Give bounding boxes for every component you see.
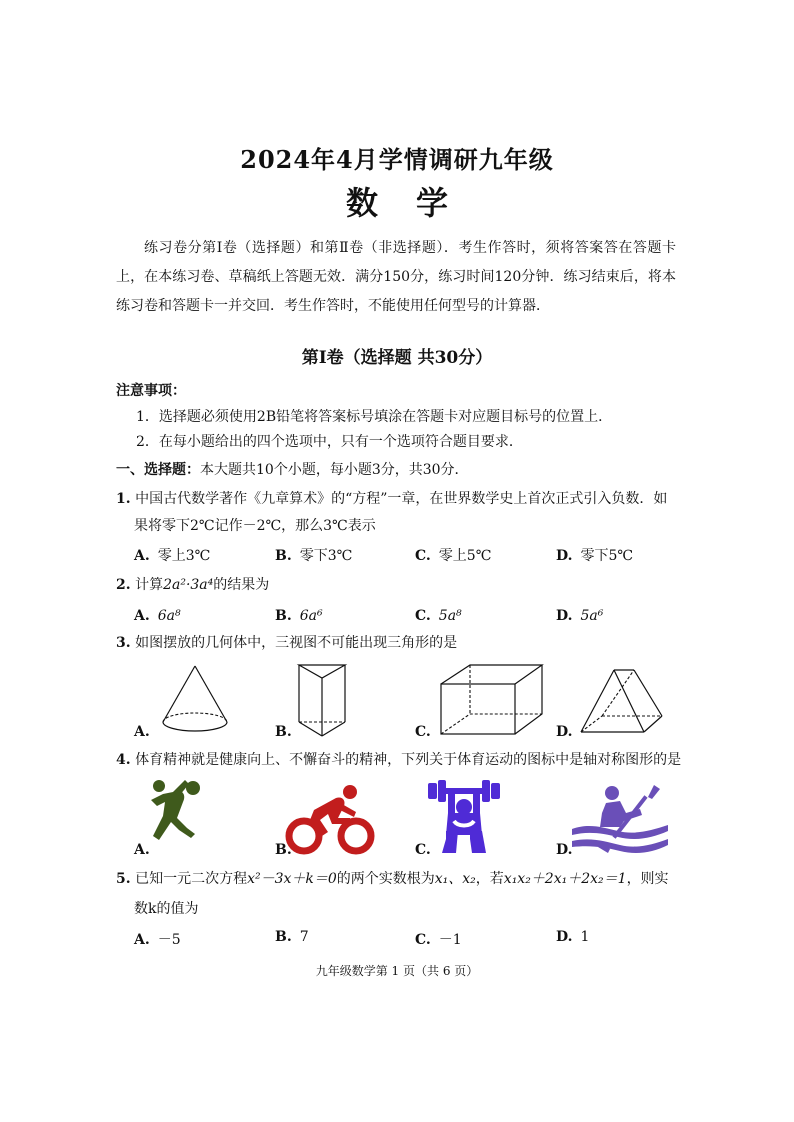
question-text: 计算 [135,577,164,593]
option-text: 6a⁶ [299,608,323,624]
option-label: D. [556,929,573,945]
option-label: C. [415,608,431,624]
question-number: 5. [116,871,131,887]
question-number: 4. [116,752,131,768]
part-desc: 本大题共10个小题，每小题3分，共30分． [200,462,469,478]
triangular-prism-lying-icon [578,664,664,736]
subject-title: 数学 [345,184,486,222]
math-expression: 2a²·3a⁴ [163,577,214,593]
option-b[interactable] [275,608,323,624]
question-text-line2: 数k的值为 [134,901,199,917]
question-text: 体育精神就是健康向上、不懈奋斗的精神，下列关于体育运动的图标中是轴对称图形的是 [135,752,682,768]
question-number: 2. [116,577,131,593]
handball-player-icon [143,778,209,844]
cyclist-icon [284,784,376,856]
option-a[interactable] [134,545,210,565]
option-label: C. [415,548,431,564]
cuboid-icon [438,662,546,738]
option-d[interactable]: D. [556,724,573,740]
question-number: 1. [116,491,131,507]
option-label: C. [415,932,431,948]
option-text: 零上3℃ [157,548,211,564]
option-b[interactable] [275,545,352,565]
option-text: 1 [580,929,590,945]
question-5 [116,869,669,889]
question-1 [116,489,667,509]
option-text: 5a⁶ [580,608,604,624]
question-text: 中国古代数学著作《九章算术》的“方程”一章，在世界数学史上首次正式引入负数．如 [135,491,668,507]
option-a[interactable] [134,608,181,624]
option-c[interactable] [415,929,462,949]
triangular-prism-icon [296,662,348,740]
option-d[interactable]: D. [556,842,573,858]
question-3 [116,633,457,653]
section-title: 第Ⅰ卷（选择题 共30分） [301,348,493,368]
note-item: 1．选择题必须使用2B铅笔将答案标号填涂在答题卡对应题目标号的位置上． [136,409,613,425]
question-text: 已知一元二次方程 [135,871,248,887]
option-label: A. [134,608,150,624]
option-label: B. [275,929,292,945]
option-b[interactable] [275,929,309,945]
option-d[interactable] [556,929,589,945]
part-heading: 一、选择题： [116,462,200,478]
option-text: 零下3℃ [299,548,353,564]
option-text: 零下5℃ [580,548,634,564]
question-text-line2: 果将零下2℃记作－2℃，那么3℃表示 [134,518,376,534]
option-label: D. [556,608,573,624]
note-item: 2．在每小题给出的四个选项中，只有一个选项符合题目要求． [136,434,523,450]
option-d[interactable] [556,545,633,565]
option-c[interactable]: C. [415,842,431,858]
option-d[interactable] [556,608,603,624]
question-2 [116,575,269,595]
question-number: 3. [116,635,131,651]
intro-paragraph: 练习卷分第Ⅰ卷（选择题）和第Ⅱ卷（非选择题）．考生作答时，须将答案答在答题卡上，在本练习卷、草稿纸上答题无效．满分150分，练习时间120分钟．练习结束后，将本练习卷和答题卡一并交回．考生作答时，不能使用任何型号的计算器． [116,240,676,314]
option-label: A. [134,548,150,564]
math-expression: x²－3x＋k＝0 [247,871,337,887]
question-text: 的两个实数根为 [336,871,435,887]
option-label: B. [275,608,292,624]
question-text: 的结果为 [213,577,270,593]
math-expression: x₁x₂＋2x₁＋2x₂＝1 [503,871,627,887]
option-c[interactable] [415,545,491,565]
option-text: 5a⁸ [438,608,462,624]
notes-heading: 注意事项： [116,383,186,399]
option-text: －5 [157,932,181,948]
option-text: 零上5℃ [438,548,492,564]
option-b[interactable]: B. [275,724,292,740]
question-text: 如图摆放的几何体中，三视图不可能出现三角形的是 [135,635,458,651]
question-text: ，若 [475,871,504,887]
math-expression: x₁、x₂ [434,871,476,887]
part-heading-row [116,460,469,480]
option-a[interactable]: A. [134,724,150,740]
option-c[interactable] [415,608,462,624]
option-a[interactable]: A. [134,842,150,858]
option-b[interactable]: B. [275,842,292,858]
question-4 [116,750,681,770]
option-a[interactable] [134,929,181,949]
weightlifter-icon [428,779,500,857]
option-label: B. [275,548,292,564]
option-label: D. [556,548,573,564]
kayaker-icon [570,783,670,855]
page-footer: 九年级数学第 1 页（共 6 页） [315,964,479,978]
option-text: 6a⁸ [157,608,181,624]
option-c[interactable]: C. [415,724,431,740]
option-label: A. [134,932,150,948]
question-text: ，则实 [626,871,669,887]
cone-icon [160,664,230,736]
exam-title: 2024年4月学情调研九年级 [240,145,554,174]
option-text: 7 [299,929,309,945]
option-text: －1 [438,932,462,948]
